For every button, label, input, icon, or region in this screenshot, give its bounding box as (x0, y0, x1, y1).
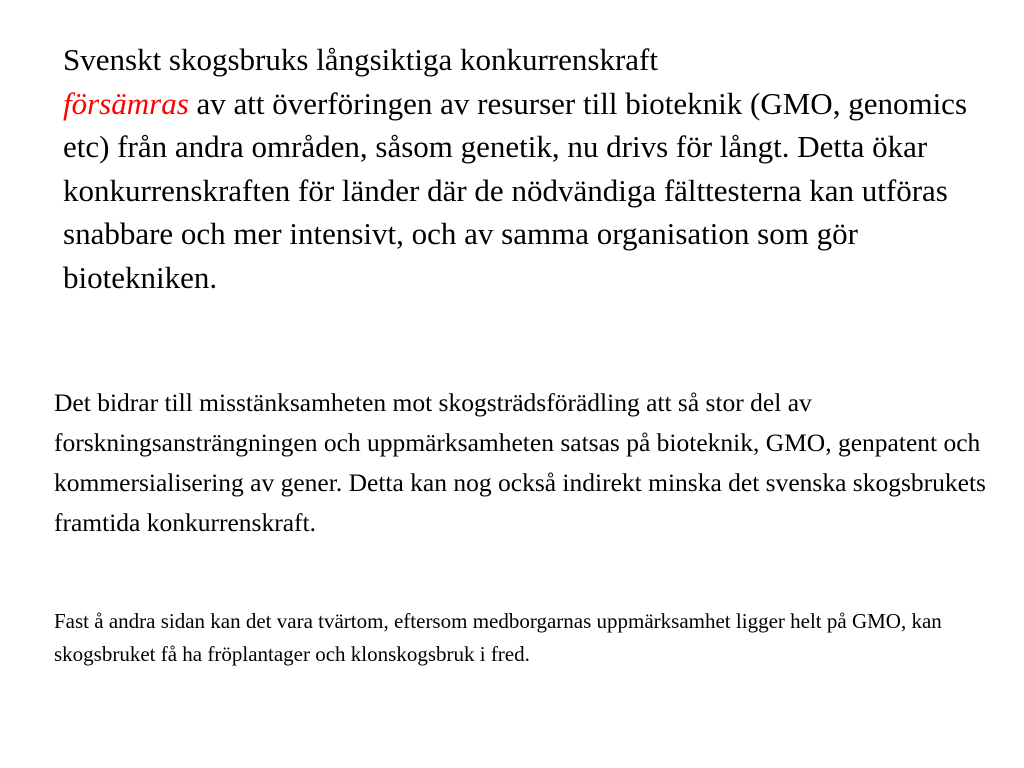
para1-line1: Svenskt skogsbruks långsiktiga konkurrenskraft (63, 42, 658, 77)
slide-paragraph-1 (63, 38, 983, 299)
slide-paragraph-2: Det bidrar till misstänksamheten mot skogsträdsförädling att så stor del av forskningsansträngningen och uppmärksamheten satsas på bioteknik, GMO, genpatent och kommersialisering av gener. Detta kan nog också indirekt minska det svenska skogsbrukets framtida konkurrenskraft. (54, 388, 986, 537)
para1-rest: av att överföringen av resurser till bioteknik (GMO, genomics etc) från andra områden, såsom genetik, nu drivs för långt. Detta ökar konkurrenskraften för länder där de nödvändiga fälttesterna kan utföras snabbare och mer intensivt, och av samma organisation som gör biotekniken. (63, 85, 968, 295)
para1-emphasis: försämras (63, 85, 189, 121)
slide-paragraph-3: Fast å andra sidan kan det vara tvärtom, eftersom medborgarnas uppmärksamhet ligger helt på GMO, kan skogsbruket få ha fröplantager och klonskogsbruk i fred. (54, 609, 942, 666)
